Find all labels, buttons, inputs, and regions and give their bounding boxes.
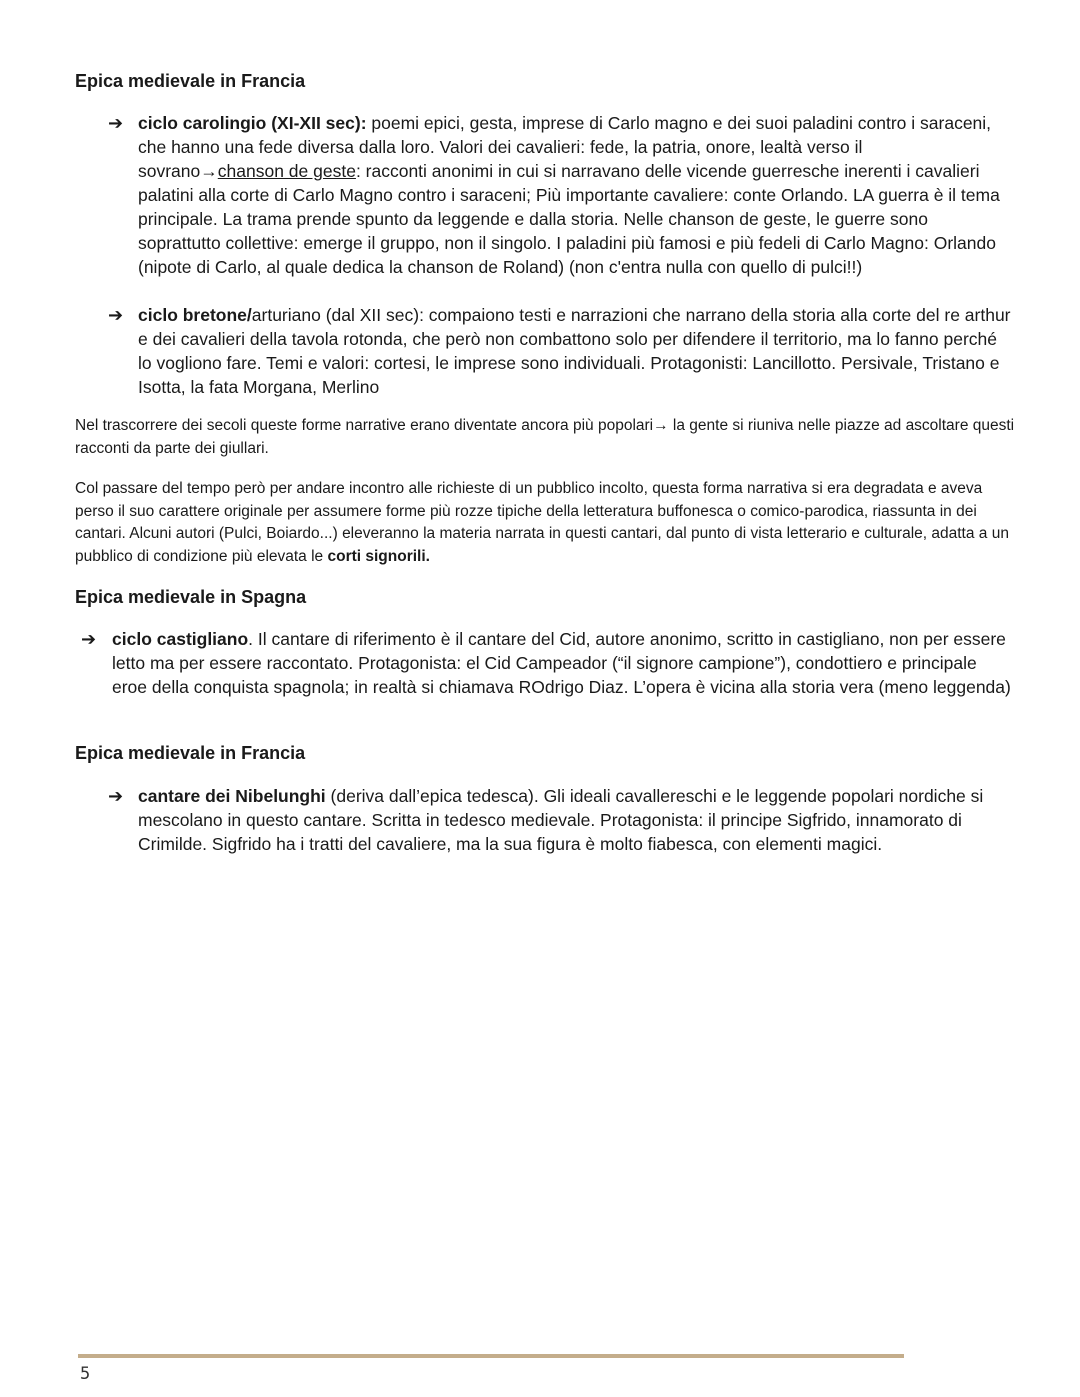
- list-item-text: [138, 303, 1013, 399]
- section-heading-francia: Epica medievale in Francia: [75, 71, 306, 91]
- section-heading-spagna: Epica medievale in Spagna: [75, 587, 307, 607]
- item-body: poemi epici, gesta, imprese di Carlo magno e dei suoi paladini contro i saraceni, che hanno una fede diversa dalla loro. Valori dei cavalieri: fede, la patria, onore, lealtà verso il sovrano→: [138, 113, 992, 181]
- paragraph-bold-term: corti signorili.: [327, 547, 430, 565]
- item-lead: ciclo carolingio (XI-XII sec):: [138, 113, 367, 133]
- list-item-text: [112, 627, 1013, 699]
- list-item-ciclo-carolingio: [108, 111, 1013, 279]
- arrow-bullet-icon: ➔: [81, 629, 97, 649]
- item-body: (deriva dall’epica tedesca). Gli ideali cavallereschi e le leggende popolari nordiche si mescolano in questo cantare. Scritta in tedesco medievale. Protagonista: il principe Sigfrido, innamorato di Crimilde. Sigfrido ha i tratti del cavaliere, ma la sua figura è molto fiabesca, con elementi magici.: [138, 786, 984, 854]
- page-number: 5: [80, 1364, 91, 1384]
- item-body-continued: : racconti anonimi in cui si narravano delle vicende guerresche inerenti i cavalieri palatini alla corte di Carlo Magno contro i saraceni; Più importante cavaliere: conte Orlando. LA guerra è il tema principale. La trama prende spunto da leggende e dalla storia. Nelle chanson de geste, le guerre sono soprattutto collettive: emerge il gruppo, non il singolo. I paladini più famosi e più fedeli di Carlo Magno: Orlando (nipote di Carlo, al quale dedica la chanson de Roland) (non c'entra nulla con quello di pulci!!): [138, 161, 1000, 277]
- paragraph-degradata: [75, 478, 1015, 568]
- item-lead: ciclo bretone/: [138, 305, 252, 325]
- arrow-bullet-icon: ➔: [108, 786, 124, 806]
- list-item-text: [138, 784, 1013, 856]
- paragraph-popolari: Nel trascorrere dei secoli queste forme narrative erano diventate ancora più popolari→ la gente si riuniva nelle piazze ad ascoltare questi racconti da parte dei giullari.: [75, 417, 1015, 457]
- list-item-nibelunghi: [108, 784, 1013, 856]
- item-body: . Il cantare di riferimento è il cantare del Cid, autore anonimo, scritto in castigliano, non per essere letto ma per essere raccontato. Protagonista: el Cid Campeador (“il signore campione”), condottiero e principale eroe della conquista spagnola; in realtà si chiamava ROdrigo Diaz. L’opera è vicina alla storia vera (meno leggenda): [112, 629, 1011, 697]
- list-item-ciclo-bretone: [108, 303, 1013, 399]
- paragraph-text: Col passare del tempo però per andare incontro alle richieste di un pubblico incolto, questa forma narrativa si era degradata e aveva perso il suo carattere originale per assumere forme più rozze tipiche della letteratura buffonesca o comico-parodica, riassunta in dei cantari. Alcuni autori (Pulci, Boiardo...) eleveranno la materia narrata in questi cantari, dal punto di vista letterario e culturale, adatta a un pubblico di condizione più elevata le: [75, 480, 1009, 565]
- underlined-term: chanson de geste: [217, 161, 356, 181]
- arrow-bullet-icon: ➔: [108, 113, 124, 133]
- section-heading-francia-2: Epica medievale in Francia: [75, 743, 306, 763]
- footer-divider: [78, 1354, 904, 1358]
- item-lead: ciclo castigliano: [112, 629, 249, 649]
- item-body: arturiano (dal XII sec): compaiono testi e narrazioni che narrano della storia alla corte del re arthur e dei cavalieri della tavola rotonda, che però non combattono solo per difendere il territorio, ma lo fanno perché lo vogliono fare. Temi e valori: cortesi, le imprese sono individuali. Protagonisti: Lancillotto. Persivale, Tristano e Isotta, la fata Morgana, Merlino: [138, 305, 1011, 397]
- item-lead: cantare dei Nibelunghi: [138, 786, 326, 806]
- arrow-bullet-icon: ➔: [108, 305, 124, 325]
- list-item-ciclo-castigliano: [81, 627, 1013, 699]
- list-item-text: [138, 111, 1013, 279]
